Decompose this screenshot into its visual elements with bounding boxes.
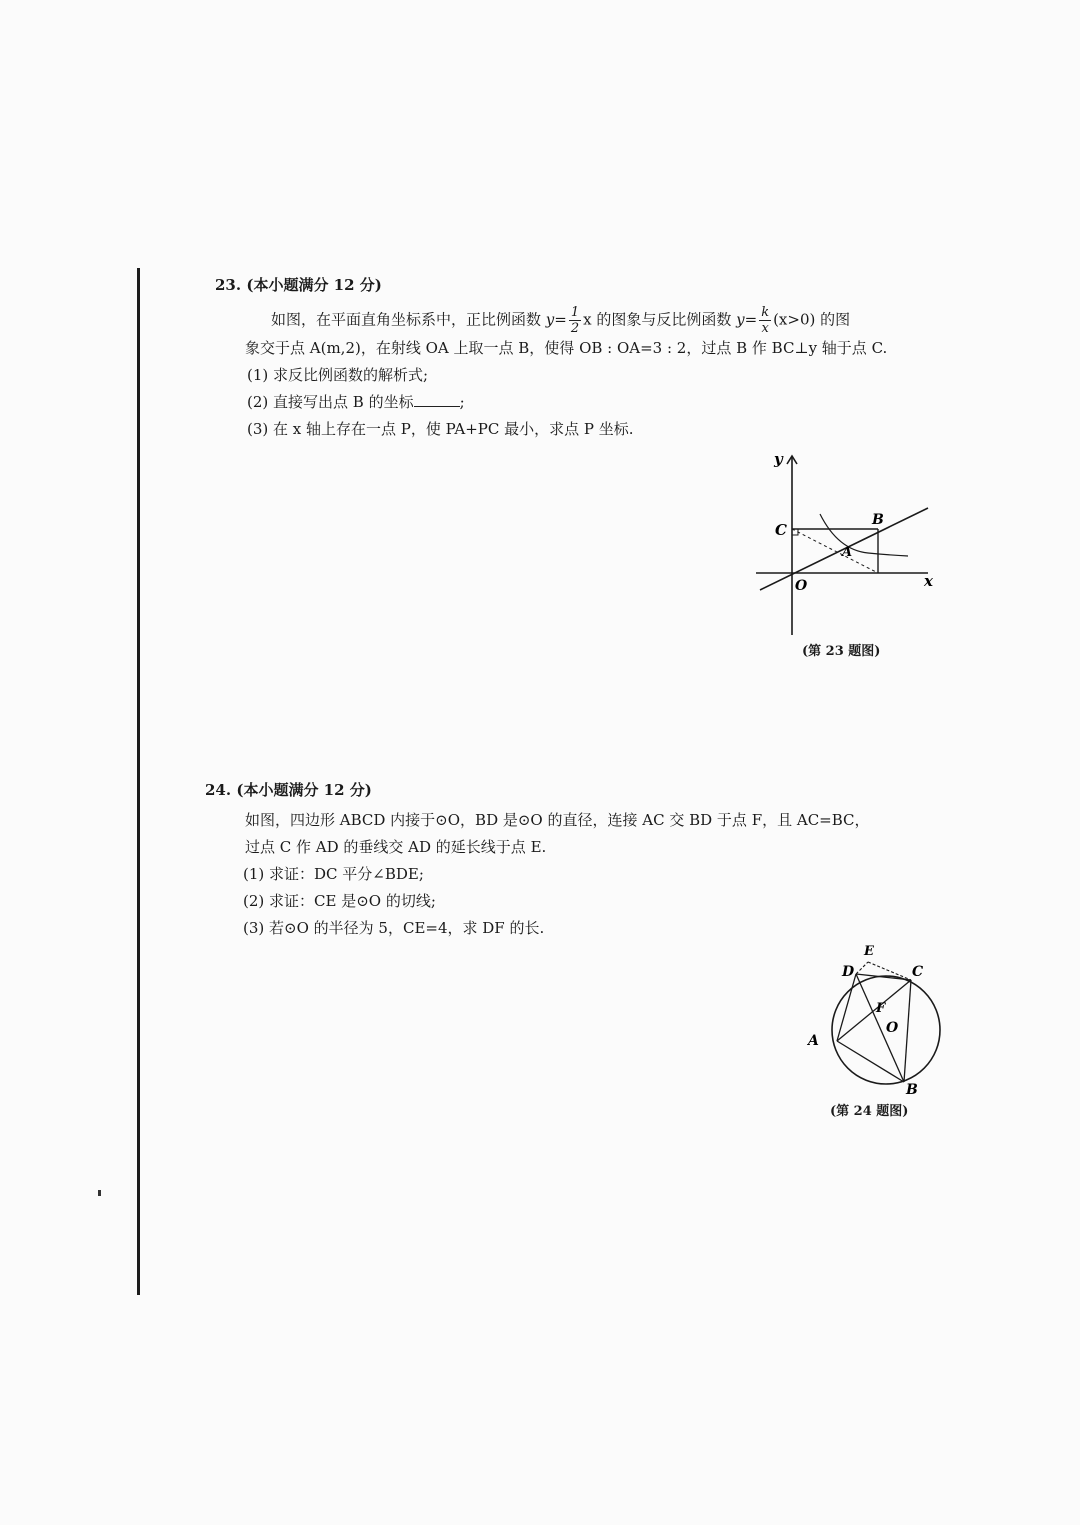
point-label-e: E [864,944,874,959]
question-24-part1: (1) 求证：DC 平分∠BDE; [243,865,424,883]
point-label-b: B [872,512,884,528]
stem-text: 如图，在平面直角坐标系中，正比例函数 [271,310,546,329]
part-text: ; [459,393,465,411]
fraction-denominator: x [761,321,769,336]
question-23-part1: (1) 求反比例函数的解析式; [247,366,429,384]
figure-23-caption: (第 23 题图) [802,644,881,659]
point-label-o: O [886,1020,899,1036]
question-24-part2: (2) 求证：CE 是⊙O 的切线; [243,892,436,910]
question-24-stem-line1: 如图，四边形 ABCD 内接于⊙O，BD 是⊙O 的直径，连接 AC 交 BD 于点 F，且 AC=BC， [245,811,870,829]
figure-24-diagram [800,938,950,1098]
stray-mark [98,1190,101,1196]
point-label-d: D [842,964,855,980]
fraction-numerator: 1 [570,305,580,320]
question-24 [205,777,945,942]
axis-label-x: x [924,572,933,590]
point-label-f: F [876,1001,886,1016]
fraction-k-over-x [759,306,771,335]
question-score: (本小题满分 12 分) [246,276,382,294]
answer-blank [414,392,460,407]
figure-23-diagram [748,450,948,635]
question-23 [215,272,955,443]
question-23-stem-line1: 如图，在平面直角坐标系中，正比例函数 y= $\frac{1}{2}$ x 的图象与反比例函数 y= $\frac{k}{x}$ (x>0) 的图 [271,305,851,336]
point-label-o: O [795,578,808,594]
question-23-part2 [215,389,955,416]
question-24-stem-line2: 过点 C 作 AD 的垂线交 AD 的延长线于点 E. [245,838,547,856]
figure-23 [748,450,948,670]
point-label-a: A [808,1033,819,1049]
point-label-b: B [906,1082,918,1098]
question-24-part3: (3) 若⊙O 的半径为 5，CE=4，求 DF 的长. [243,919,545,937]
margin-line [137,268,140,1295]
question-number: 23. [215,276,242,294]
question-23-stem-line2: 象交于点 A(m,2)，在射线 OA 上取一点 B，使得 OB : OA=3 : 2，过点 B 作 BC⊥y 轴于点 C. [245,339,888,357]
fraction-numerator: k [761,305,770,320]
stem-text: (x>0) 的图 [773,310,851,329]
point-label-c: C [775,521,787,539]
point-label-a: A [842,545,853,560]
question-23-header [215,272,955,298]
axis-label-y: y [774,450,783,468]
fraction-one-half [569,306,581,335]
question-23-part3: (3) 在 x 轴上存在一点 P，使 PA+PC 最小，求点 P 坐标. [247,420,634,438]
question-number: 24. [205,781,232,799]
part-text: (2) 直接写出点 B 的坐标 [247,393,414,411]
point-label-c: C [912,964,924,980]
question-score: (本小题满分 12 分) [236,781,372,799]
question-24-header [205,777,945,803]
fraction-denominator: 2 [570,321,580,336]
stem-text: x 的图象与反比例函数 [583,310,737,329]
figure-24 [800,938,950,1124]
figure-24-caption: (第 24 题图) [830,1104,909,1119]
